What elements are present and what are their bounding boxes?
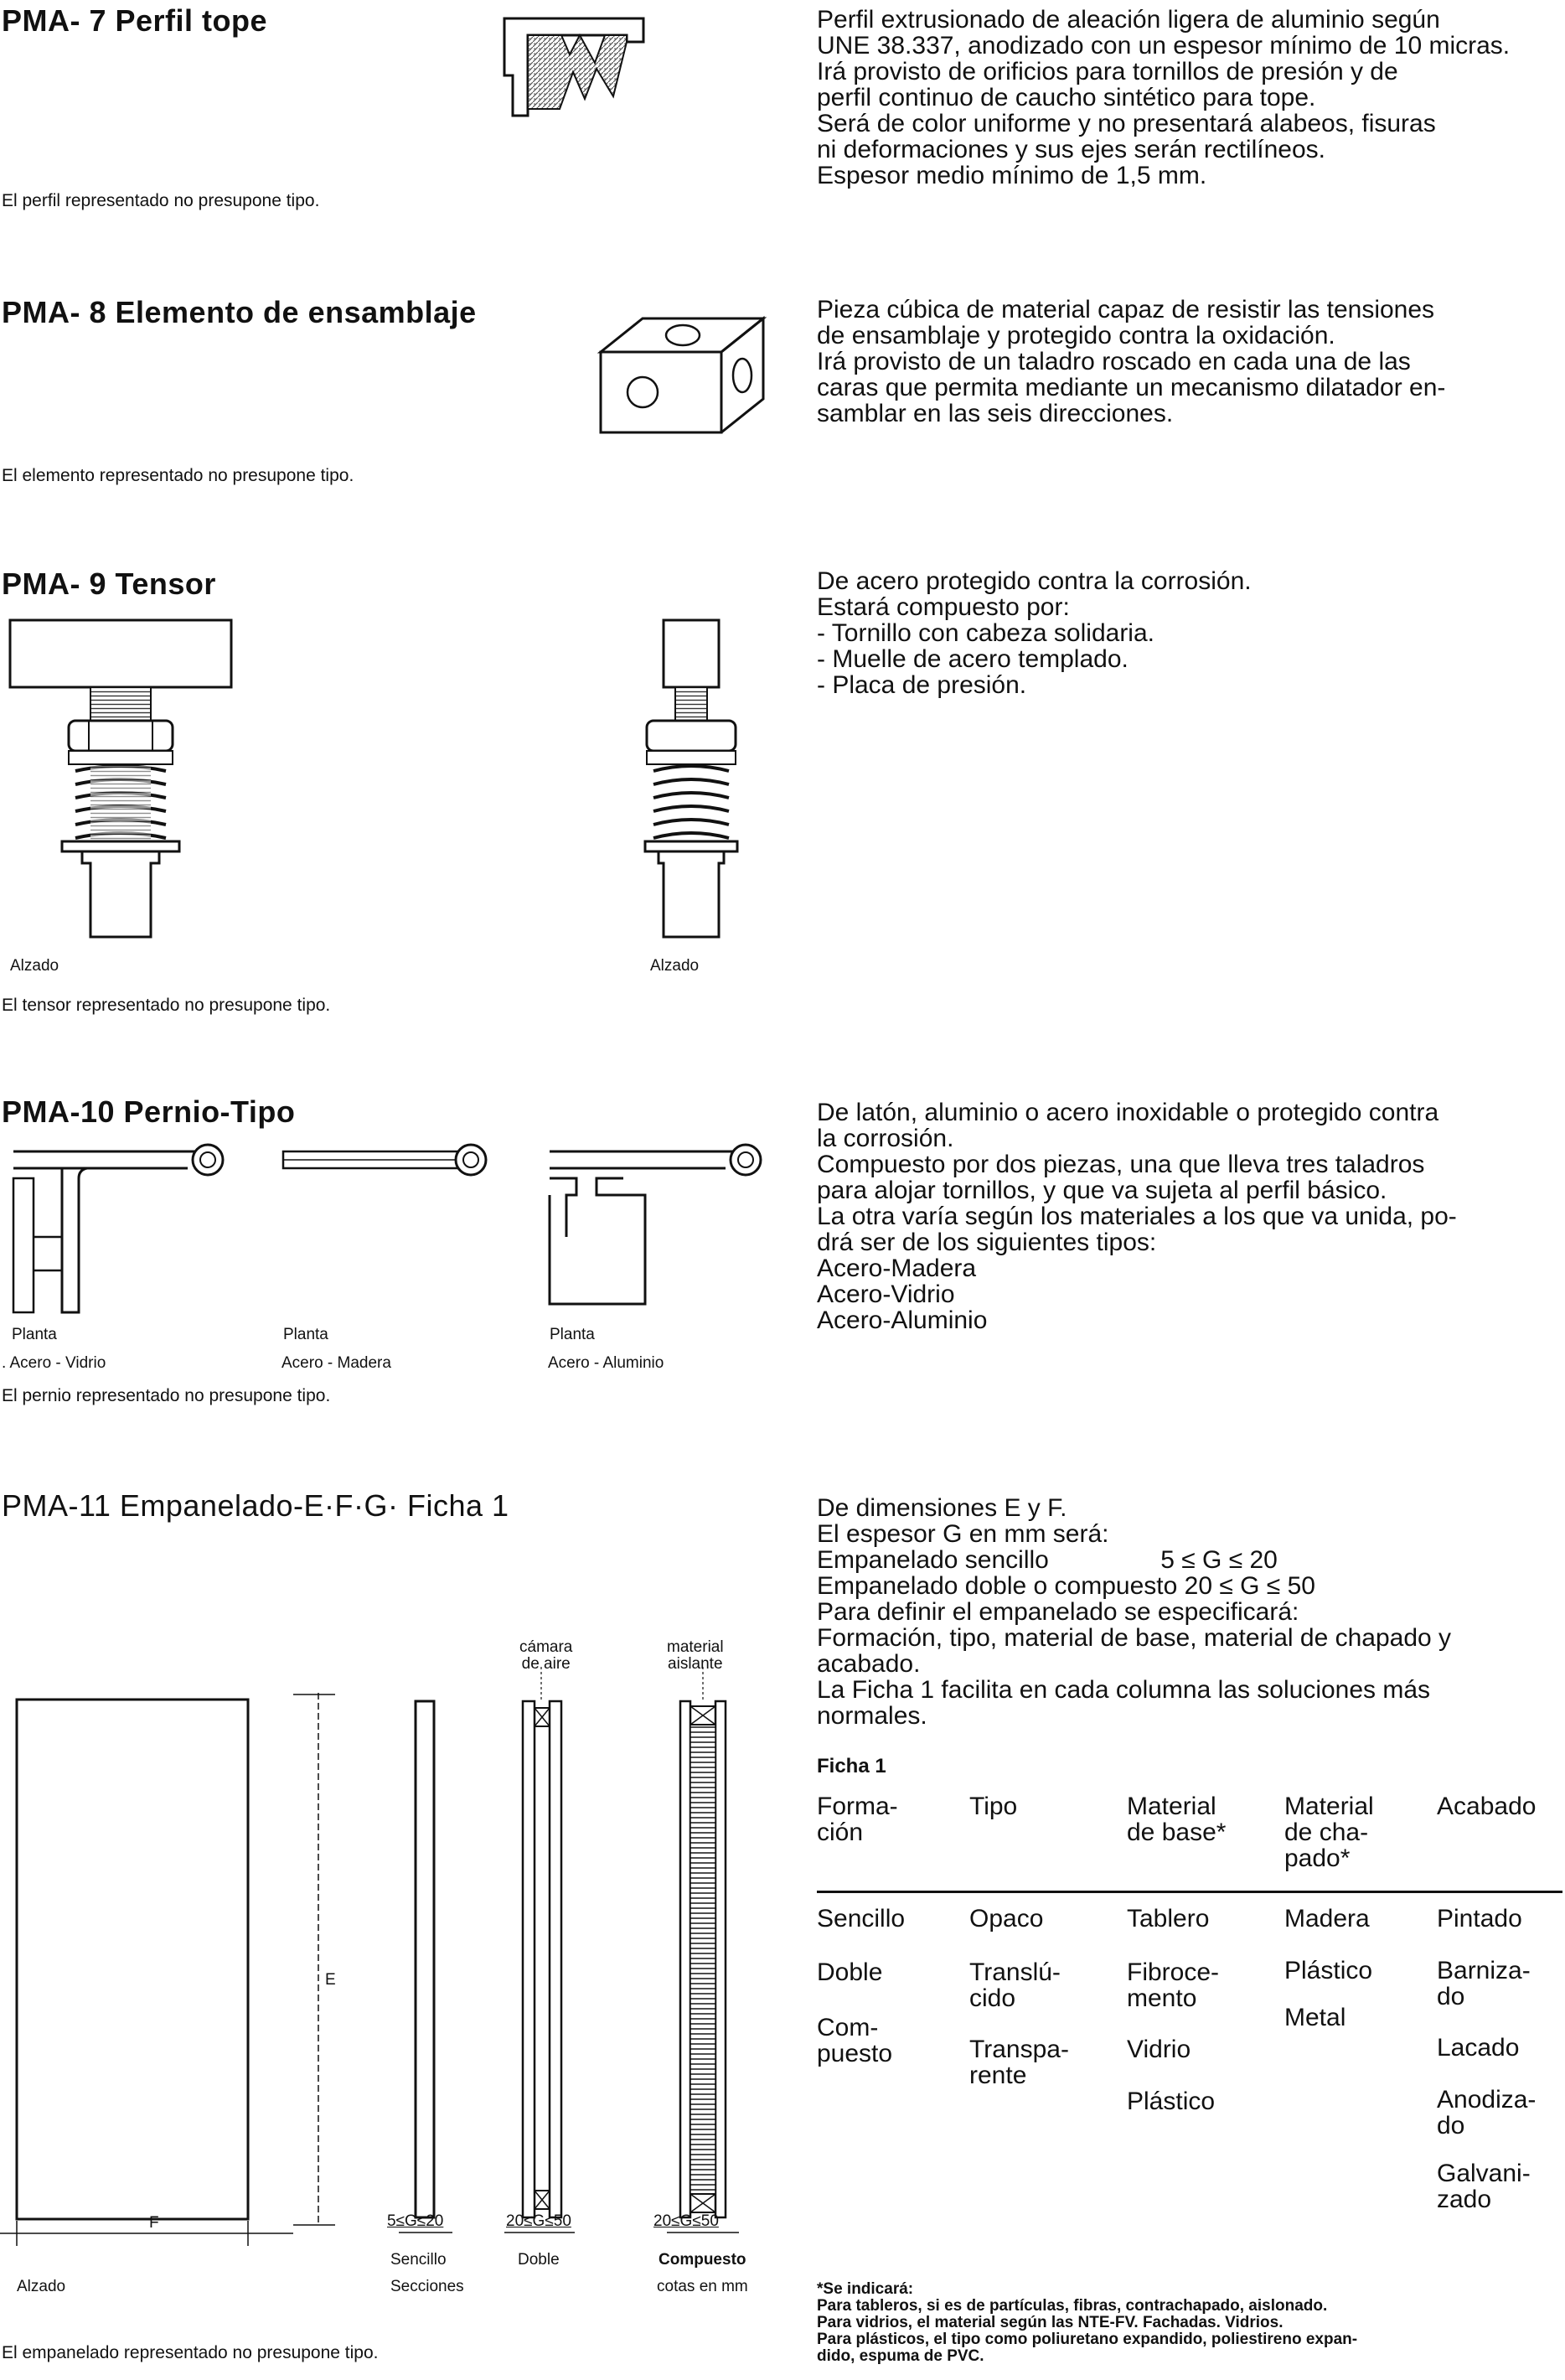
- dimension-f-label: F: [149, 2214, 159, 2232]
- tensor-caption-right: Alzado: [650, 957, 700, 975]
- pma9-note: El tensor representado no presupone tipo.: [2, 996, 331, 1015]
- pma8-desc-line: de ensamblaje y protegido contra la oxidación.: [817, 322, 1335, 349]
- pma10-desc-line: Acero-Aluminio: [817, 1306, 988, 1334]
- ficha-cell: Plástico: [1284, 1957, 1373, 1984]
- ficha-cell: Doble: [817, 1958, 883, 1986]
- pma9-desc-line: - Tornillo con cabeza solidaria.: [817, 619, 1154, 647]
- pma10-title: PMA-10 Pernio-Tipo: [2, 1094, 296, 1129]
- perfil-tope-drawing: [503, 17, 645, 126]
- ficha-cell: Fibroce- mento: [1127, 1958, 1220, 2012]
- pernio-acero-aluminio-drawing: [548, 1145, 766, 1312]
- ficha-cell: Plástico: [1127, 2088, 1216, 2115]
- pma10-desc-line: la corrosión.: [817, 1125, 954, 1152]
- pma8-description: [817, 297, 1562, 427]
- pma10-desc-line: para alojar tornillos, y que va sujeta al perfil básico.: [817, 1177, 1387, 1204]
- label-camara-de-aire: [519, 1639, 572, 1673]
- footnote-line: *Se indicará:: [817, 2280, 914, 2298]
- ficha-cell: Galvani- zado: [1437, 2160, 1531, 2213]
- label-material-aislante: [667, 1639, 724, 1673]
- pma7-desc-line: Perfil extrusionado de aleación ligera de aluminio según: [817, 6, 1440, 34]
- ficha-cell: Anodiza- do: [1437, 2086, 1537, 2139]
- pma9-description: [817, 568, 1562, 698]
- pma10-desc-line: Acero-Madera: [817, 1255, 977, 1282]
- ficha-cell: Translú- cido: [969, 1958, 1061, 2012]
- tensor-side-drawing: [645, 618, 762, 945]
- empanelado-elevation-drawing: [0, 1684, 352, 2263]
- dimension-sencillo: 5≤G≤20: [387, 2212, 444, 2230]
- pma10-desc-line: Compuesto por dos piezas, una que lleva tres taladros: [817, 1151, 1425, 1178]
- ficha-cell: Com- puesto: [817, 2014, 893, 2067]
- pernio-acero-vidrio-drawing: [12, 1145, 230, 1321]
- ficha-cell: Tablero: [1127, 1905, 1210, 1932]
- section-caption-doble: Doble: [518, 2251, 560, 2269]
- footnote-line: Para plásticos, el tipo como poliuretano expandido, poliestireno expan-: [817, 2331, 1358, 2348]
- ficha-cell: Opaco: [969, 1905, 1044, 1932]
- ficha-cell: Sencillo: [817, 1905, 906, 1932]
- pma8-note: El elemento representado no presupone tipo.: [2, 466, 354, 485]
- ficha-cell: Lacado: [1437, 2034, 1520, 2062]
- pernio-fig2-subcaption: Acero - Madera: [281, 1354, 391, 1372]
- pma11-desc-line: La Ficha 1 facilita en cada columna las soluciones más: [817, 1676, 1431, 1704]
- pma8-desc-line: caras que permita mediante un mecanismo dilatador en-: [817, 374, 1446, 401]
- pernio-fig3-label: Planta: [550, 1326, 595, 1343]
- pma11-description: [817, 1495, 1562, 1729]
- section-caption-secciones: Secciones: [390, 2278, 464, 2295]
- tensor-caption-left: Alzado: [10, 957, 59, 975]
- ficha-header-acabado: Acabado: [1437, 1793, 1537, 1820]
- pernio-fig2-label: Planta: [283, 1326, 328, 1343]
- pma10-description: [817, 1099, 1562, 1333]
- pernio-fig1-label: Planta: [12, 1326, 57, 1343]
- label-material-line: material: [667, 1638, 724, 1656]
- footnote-line: Para vidrios, el material según las NTE-FV. Fachadas. Vidrios.: [817, 2314, 1284, 2331]
- pma7-desc-line: ni deformaciones y sus ejes serán rectilíneos.: [817, 136, 1325, 163]
- ficha-cell: Pintado: [1437, 1905, 1522, 1932]
- pma7-description: [817, 7, 1562, 189]
- pma8-desc-line: samblar en las seis direcciones.: [817, 400, 1174, 427]
- pma7-desc-line: perfil continuo de caucho sintético para tope.: [817, 84, 1316, 111]
- pma11-desc-line: De dimensiones E y F.: [817, 1494, 1067, 1522]
- pma11-desc-line: El espesor G en mm será:: [817, 1520, 1109, 1548]
- ficha-header-tipo: Tipo: [969, 1793, 1018, 1820]
- section-caption-sencillo: Sencillo: [390, 2251, 447, 2269]
- pma11-desc-line: acabado.: [817, 1650, 921, 1678]
- pma7-desc-line: Será de color uniforme y no presentará alabeos, fisuras: [817, 110, 1436, 137]
- section-caption-cotas: cotas en mm: [657, 2278, 748, 2295]
- empanelado-caption-alzado: Alzado: [17, 2278, 66, 2295]
- ficha-header-material-chapado: Material de cha- pado*: [1284, 1793, 1374, 1872]
- section-doble-drawing: [503, 1700, 578, 2236]
- pma11-desc-line: Empanelado sencillo 5 ≤ G ≤ 20: [817, 1546, 1278, 1574]
- pma11-desc-line: normales.: [817, 1702, 927, 1730]
- pma11-title: PMA-11 Empanelado-E·F·G· Ficha 1: [2, 1488, 509, 1523]
- pma10-desc-line: De latón, aluminio o acero inoxidable o protegido contra: [817, 1099, 1439, 1126]
- ficha-title: Ficha 1: [817, 1755, 886, 1777]
- ficha-cell: Metal: [1284, 2004, 1346, 2031]
- pma7-desc-line: UNE 38.337, anodizado con un espesor mínimo de 10 micras.: [817, 32, 1511, 60]
- pma9-desc-line: Estará compuesto por:: [817, 593, 1070, 621]
- pma8-desc-line: Irá provisto de un taladro roscado en cada una de las: [817, 348, 1411, 375]
- pma10-desc-line: Acero-Vidrio: [817, 1281, 955, 1308]
- section-caption-compuesto: Compuesto: [659, 2251, 746, 2269]
- ficha-cell: Barniza- do: [1437, 1957, 1531, 2010]
- ficha-table: [817, 1793, 1562, 2213]
- dimension-e-label: E: [325, 1971, 336, 1989]
- pma7-desc-line: Espesor medio mínimo de 1,5 mm.: [817, 162, 1207, 189]
- label-material-line: aislante: [668, 1655, 723, 1673]
- label-camara-line: cámara: [519, 1638, 573, 1656]
- pma11-desc-line: Empanelado doble o compuesto 20 ≤ G ≤ 50: [817, 1572, 1315, 1600]
- pma7-title: PMA- 7 Perfil tope: [2, 3, 268, 38]
- pernio-fig3-subcaption: Acero - Aluminio: [548, 1354, 664, 1372]
- ensamblaje-cube-drawing: [599, 310, 767, 436]
- footnote-line: dido, espuma de PVC.: [817, 2347, 984, 2365]
- section-sencillo-drawing: [399, 1700, 457, 2236]
- pma10-note: El pernio representado no presupone tipo.: [2, 1386, 331, 1405]
- pma7-note: El perfil representado no presupone tipo.: [2, 191, 320, 210]
- section-compuesto-drawing: [665, 1700, 741, 2236]
- tensor-front-drawing: [8, 618, 235, 945]
- pernio-fig1-subcaption: . Acero - Vidrio: [2, 1354, 106, 1372]
- pma9-desc-line: - Placa de presión.: [817, 671, 1027, 699]
- ficha-cell: Madera: [1284, 1905, 1370, 1932]
- ficha-footnote: [817, 2281, 1357, 2365]
- footnote-line: Para tableros, si es de partículas, fibras, contrachapado, aislonado.: [817, 2297, 1328, 2315]
- ficha-cell: Vidrio: [1127, 2036, 1191, 2063]
- pma10-desc-line: drá ser de los siguientes tipos:: [817, 1229, 1157, 1256]
- pma9-title: PMA- 9 Tensor: [2, 567, 216, 601]
- ficha-header-material-base: Material de base*: [1127, 1793, 1227, 1846]
- pma8-title: PMA- 8 Elemento de ensamblaje: [2, 295, 477, 329]
- dimension-doble: 20≤G≤50: [506, 2212, 571, 2230]
- pernio-acero-madera-drawing: [281, 1145, 491, 1187]
- pma10-desc-line: La otra varía según los materiales a los que va unida, po-: [817, 1203, 1457, 1230]
- pma11-desc-line: Para definir el empanelado se especificará:: [817, 1598, 1299, 1626]
- label-camara-line: de aire: [521, 1655, 571, 1673]
- dimension-compuesto: 20≤G≤50: [653, 2212, 719, 2230]
- pma9-desc-line: De acero protegido contra la corrosión.: [817, 567, 1252, 595]
- pma11-note: El empanelado representado no presupone tipo.: [2, 2343, 379, 2362]
- pma8-desc-line: Pieza cúbica de material capaz de resistir las tensiones: [817, 296, 1435, 323]
- ficha-header-rule: [817, 1891, 1562, 1893]
- ficha-cell: Transpa- rente: [969, 2036, 1069, 2089]
- pma7-desc-line: Irá provisto de orificios para tornillos de presión y de: [817, 58, 1398, 85]
- ficha-header-formacion: Forma- ción: [817, 1793, 898, 1846]
- pma9-desc-line: - Muelle de acero templado.: [817, 645, 1129, 673]
- pma11-desc-line: Formación, tipo, material de base, material de chapado y: [817, 1624, 1452, 1652]
